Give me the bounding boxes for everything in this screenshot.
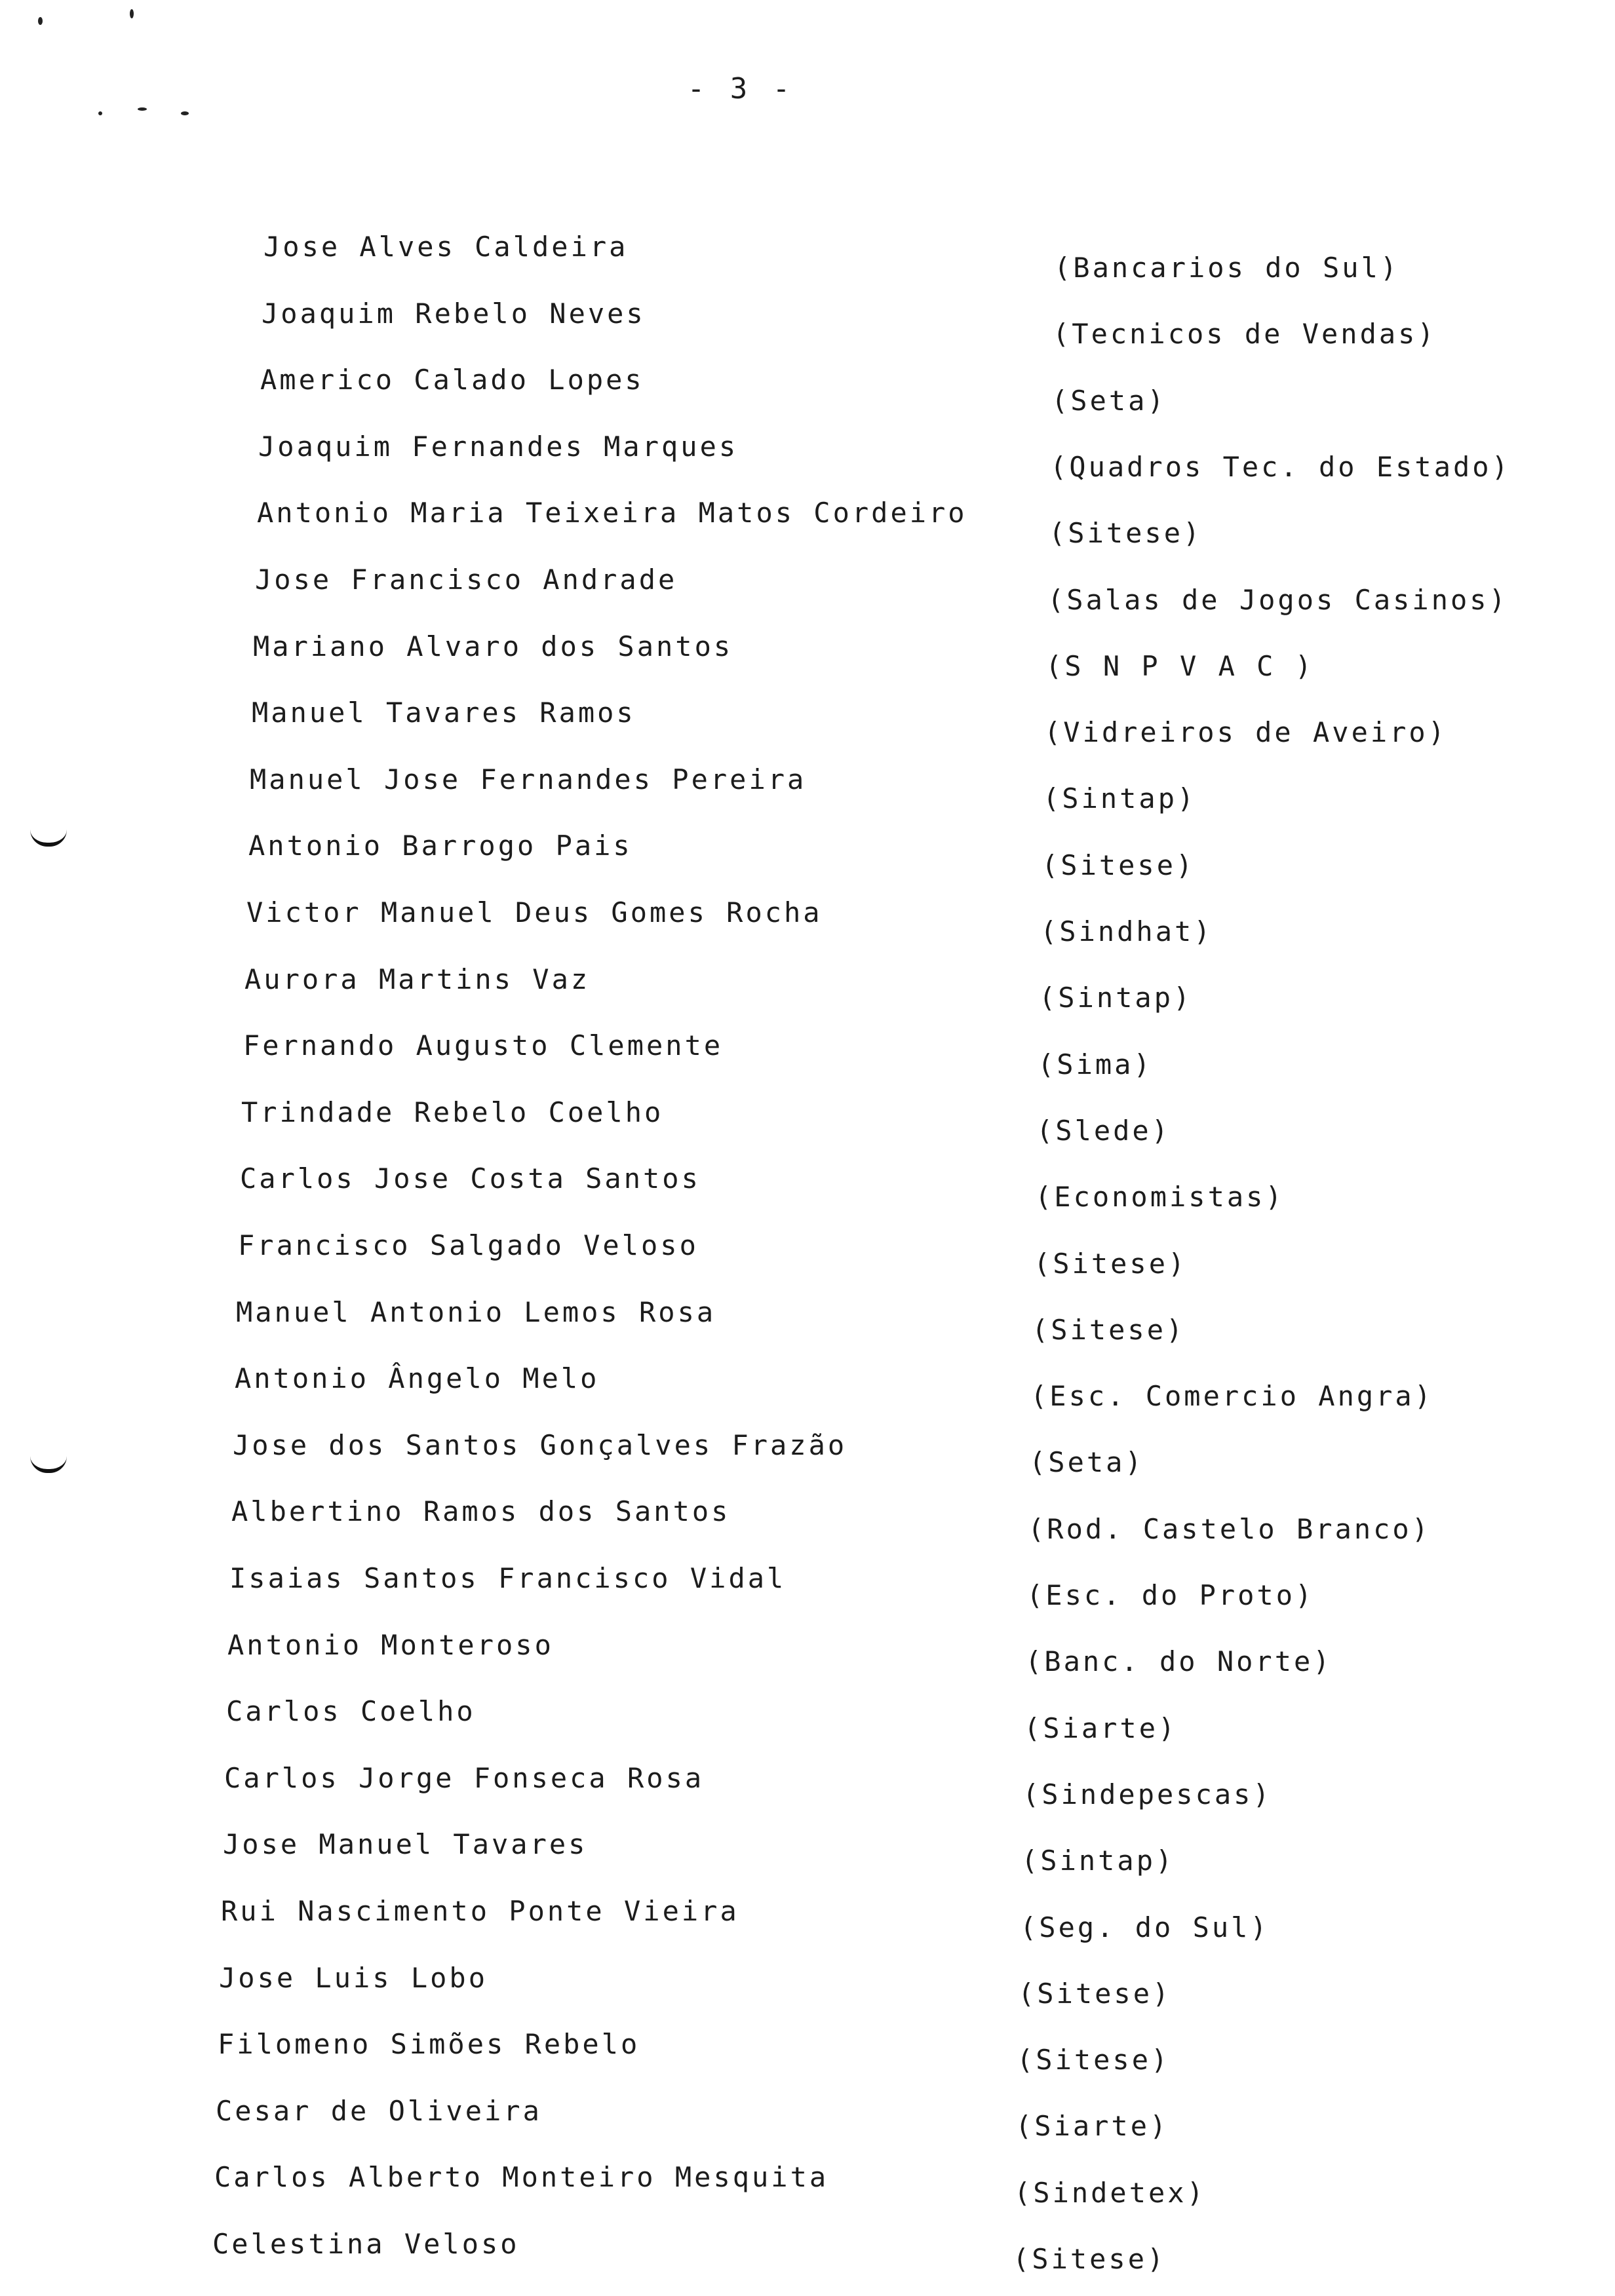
member-name: Mariano Alvaro dos Santos <box>253 630 733 662</box>
member-name: Fernando Augusto Clemente <box>243 1029 724 1062</box>
member-name: Antonio Maria Teixeira Matos Cordeiro <box>257 497 967 529</box>
member-union: (Sitese) <box>1017 2044 1171 2076</box>
member-name: Jose dos Santos Gonçalves Frazão <box>233 1429 847 1461</box>
member-name: Antonio Ângelo Melo <box>235 1362 600 1394</box>
member-union: (Esc. Comercio Angra) <box>1030 1380 1434 1412</box>
member-union: (Sindhat) <box>1040 915 1213 947</box>
member-union: (Sima) <box>1038 1048 1153 1081</box>
member-union: (Economistas) <box>1035 1181 1285 1213</box>
member-name: Filomeno Simões Rebelo <box>218 2028 640 2060</box>
member-union: (Sintap) <box>1039 982 1193 1014</box>
member-name: Rui Nascimento Ponte Vieira <box>221 1895 739 1927</box>
member-name: Carlos Coelho <box>226 1695 476 1727</box>
member-union: (Sindepescas) <box>1022 1778 1272 1810</box>
member-union: (Sitese) <box>1018 1978 1172 2010</box>
member-name: Aurora Martins Vaz <box>244 963 591 995</box>
member-name: Carlos Alberto Monteiro Mesquita <box>214 2161 829 2193</box>
member-union: (Sitese) <box>1013 2243 1167 2275</box>
member-name: Manuel Jose Fernandes Pereira <box>250 763 807 795</box>
member-union: (Siarte) <box>1024 1712 1178 1744</box>
member-union: (Sintap) <box>1043 782 1197 814</box>
member-union: (Sintap) <box>1021 1845 1175 1877</box>
member-union: (Slede) <box>1036 1115 1171 1147</box>
member-union: (Siarte) <box>1015 2110 1169 2142</box>
member-name: Carlos Jose Costa Santos <box>240 1162 701 1195</box>
member-union: (Quadros Tec. do Estado) <box>1050 451 1511 483</box>
member-union: (Seta) <box>1029 1446 1144 1478</box>
member-name: Antonio Barrogo Pais <box>248 830 632 862</box>
member-name: Trindade Rebelo Coelho <box>241 1096 664 1128</box>
page-number: - 3 - <box>687 72 794 105</box>
member-name: Cesar de Oliveira <box>216 2095 542 2127</box>
member-union: (Banc. do Norte) <box>1025 1645 1333 1677</box>
member-union: (Sitese) <box>1032 1314 1186 1346</box>
member-name: Jose Manuel Tavares <box>223 1828 588 1860</box>
member-name: Celestina Veloso <box>212 2228 520 2260</box>
member-union: (Seg. do Sul) <box>1020 1911 1270 1943</box>
member-name: Albertino Ramos dos Santos <box>231 1495 731 1527</box>
member-name: Americo Calado Lopes <box>260 364 644 396</box>
member-name: Isaias Santos Francisco Vidal <box>229 1562 787 1594</box>
member-union: (Sitese) <box>1049 517 1203 549</box>
member-union: (Sindetex) <box>1014 2177 1206 2209</box>
member-union: (Seta) <box>1051 385 1167 417</box>
member-union: (Bancarios do Sul) <box>1054 252 1400 284</box>
member-name: Joaquim Fernandes Marques <box>258 430 739 463</box>
member-name: Francisco Salgado Veloso <box>238 1229 699 1261</box>
member-name: Carlos Jorge Fonseca Rosa <box>224 1762 705 1794</box>
member-union: (Tecnicos de Vendas) <box>1053 318 1437 350</box>
member-name: Manuel Antonio Lemos Rosa <box>236 1296 716 1328</box>
member-name: Jose Alves Caldeira <box>263 231 629 263</box>
member-union: (Sitese) <box>1034 1248 1188 1280</box>
member-name: Victor Manuel Deus Gomes Rocha <box>246 896 823 928</box>
member-union: (Rod. Castelo Branco) <box>1028 1513 1431 1545</box>
member-name: Joaquim Rebelo Neves <box>262 297 646 330</box>
member-union: (Sitese) <box>1041 849 1196 881</box>
member-union: (Esc. do Proto) <box>1026 1579 1315 1611</box>
member-union: (Salas de Jogos Casinos) <box>1047 584 1508 616</box>
member-union: (S N P V A C ) <box>1045 650 1315 682</box>
member-name: Jose Francisco Andrade <box>255 564 678 596</box>
member-union: (Vidreiros de Aveiro) <box>1044 716 1448 748</box>
member-name: Antonio Monteroso <box>227 1629 554 1661</box>
member-name: Manuel Tavares Ramos <box>252 697 636 729</box>
member-name: Jose Luis Lobo <box>219 1962 488 1994</box>
